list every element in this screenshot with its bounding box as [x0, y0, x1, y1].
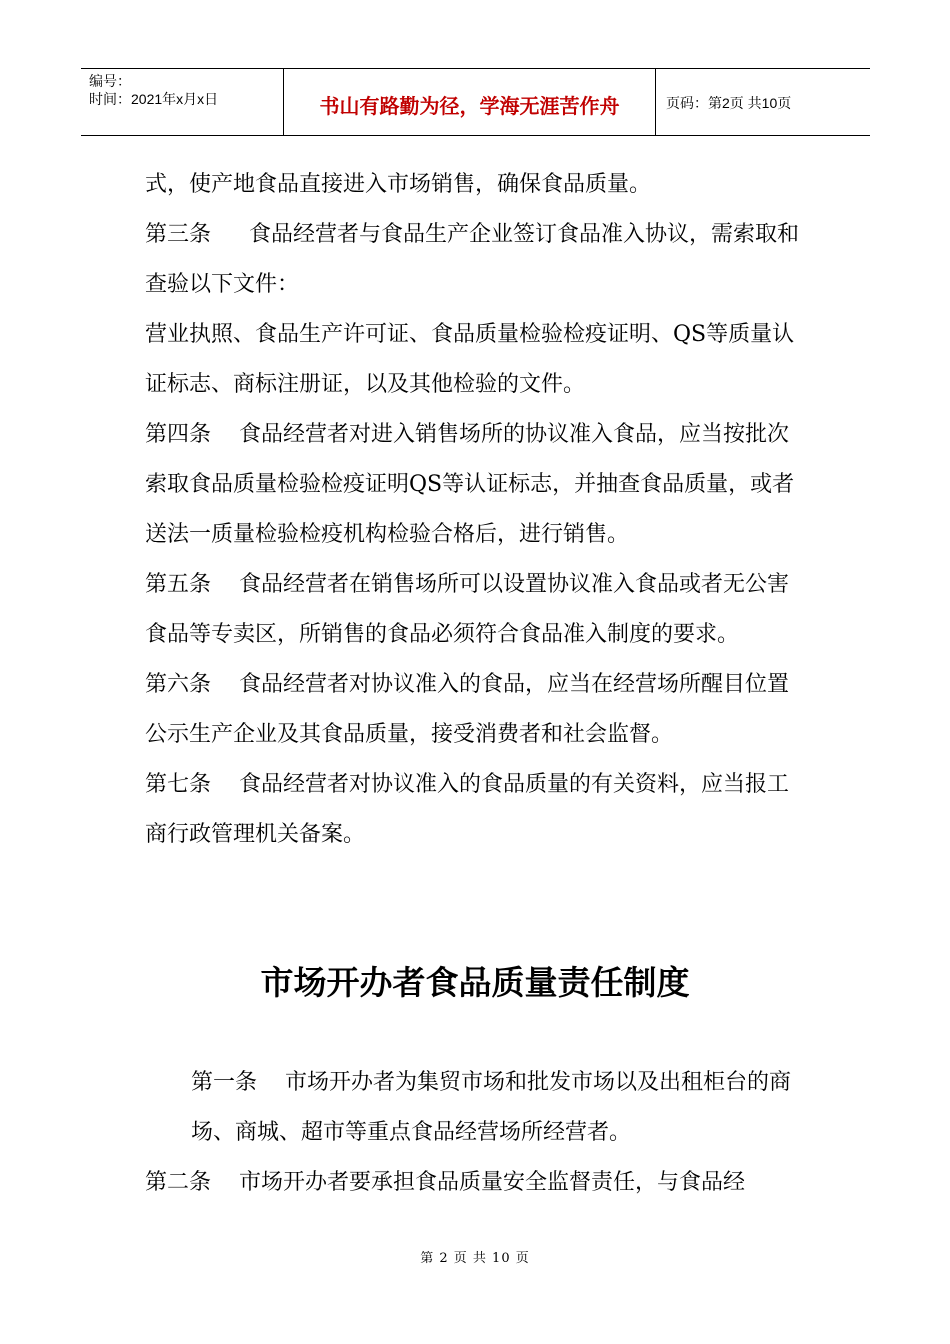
article-text: 食品经营者在销售场所可以设置协议准入食品或者无公害食品等专卖区，所销售的食品必须符合食品准入制度的要求。 [145, 572, 790, 647]
article-number: 第三条 [145, 222, 212, 247]
article-text: 市场开办者为集贸市场和批发市场以及出租柜台的商场、商城、超市等重点食品经营场所经营者。 [191, 1070, 792, 1145]
article-text: 食品经营者对进入销售场所的协议准入食品，应当按批次索取食品质量检验检疫证明QS等认证标志，并抽查食品质量，或者送法一质量检验检疫机构检验合格后，进行销售。 [145, 422, 795, 547]
article-4 [145, 410, 810, 560]
section-title: 市场开办者食品质量责任制度 [260, 963, 690, 1002]
article-number: 第四条 [145, 422, 212, 447]
article-6 [145, 660, 810, 760]
section-article-2 [145, 1158, 810, 1208]
section-article-1 [145, 1058, 810, 1158]
header-motto: 书山有路勤为径，学海无涯苦作舟 [284, 69, 656, 135]
article-text: 食品经营者对协议准入的食品，应当在经营场所醒目位置公示生产企业及其食品质量，接受消费者和社会监督。 [145, 672, 790, 747]
section-body [145, 1058, 810, 1208]
article-number: 第五条 [145, 572, 212, 597]
article-3 [145, 210, 810, 310]
article-number: 第二条 [145, 1170, 212, 1195]
paragraph-documents: 营业执照、食品生产许可证、食品质量检验检疫证明、QS等质量认证标志、商标注册证，以及其他检验的文件。 [145, 322, 795, 397]
header-table [81, 68, 870, 136]
document-body [145, 160, 810, 860]
article-number: 第一条 [191, 1070, 258, 1095]
article-number: 第六条 [145, 672, 212, 697]
article-text: 食品经营者与食品生产企业签订食品准入协议，需索取和查验以下文件： [145, 222, 800, 297]
page-footer: 第 2 页 共 10 页 [420, 1251, 530, 1266]
article-5 [145, 560, 810, 660]
document-number-label: 编号： [89, 73, 131, 89]
article-number: 第七条 [145, 772, 212, 797]
paragraph-continuation: 式，使产地食品直接进入市场销售，确保食品质量。 [145, 172, 652, 197]
article-7 [145, 760, 810, 860]
header-page-label: 页码：第2页 共10页 [666, 95, 792, 111]
article-text: 市场开办者要承担食品质量安全监督责任，与食品经 [239, 1170, 746, 1195]
header-meta [81, 69, 284, 135]
article-text: 食品经营者对协议准入的食品质量的有关资料，应当报工商行政管理机关备案。 [145, 772, 790, 847]
document-time-label: 时间：2021年x月x日 [89, 91, 219, 107]
